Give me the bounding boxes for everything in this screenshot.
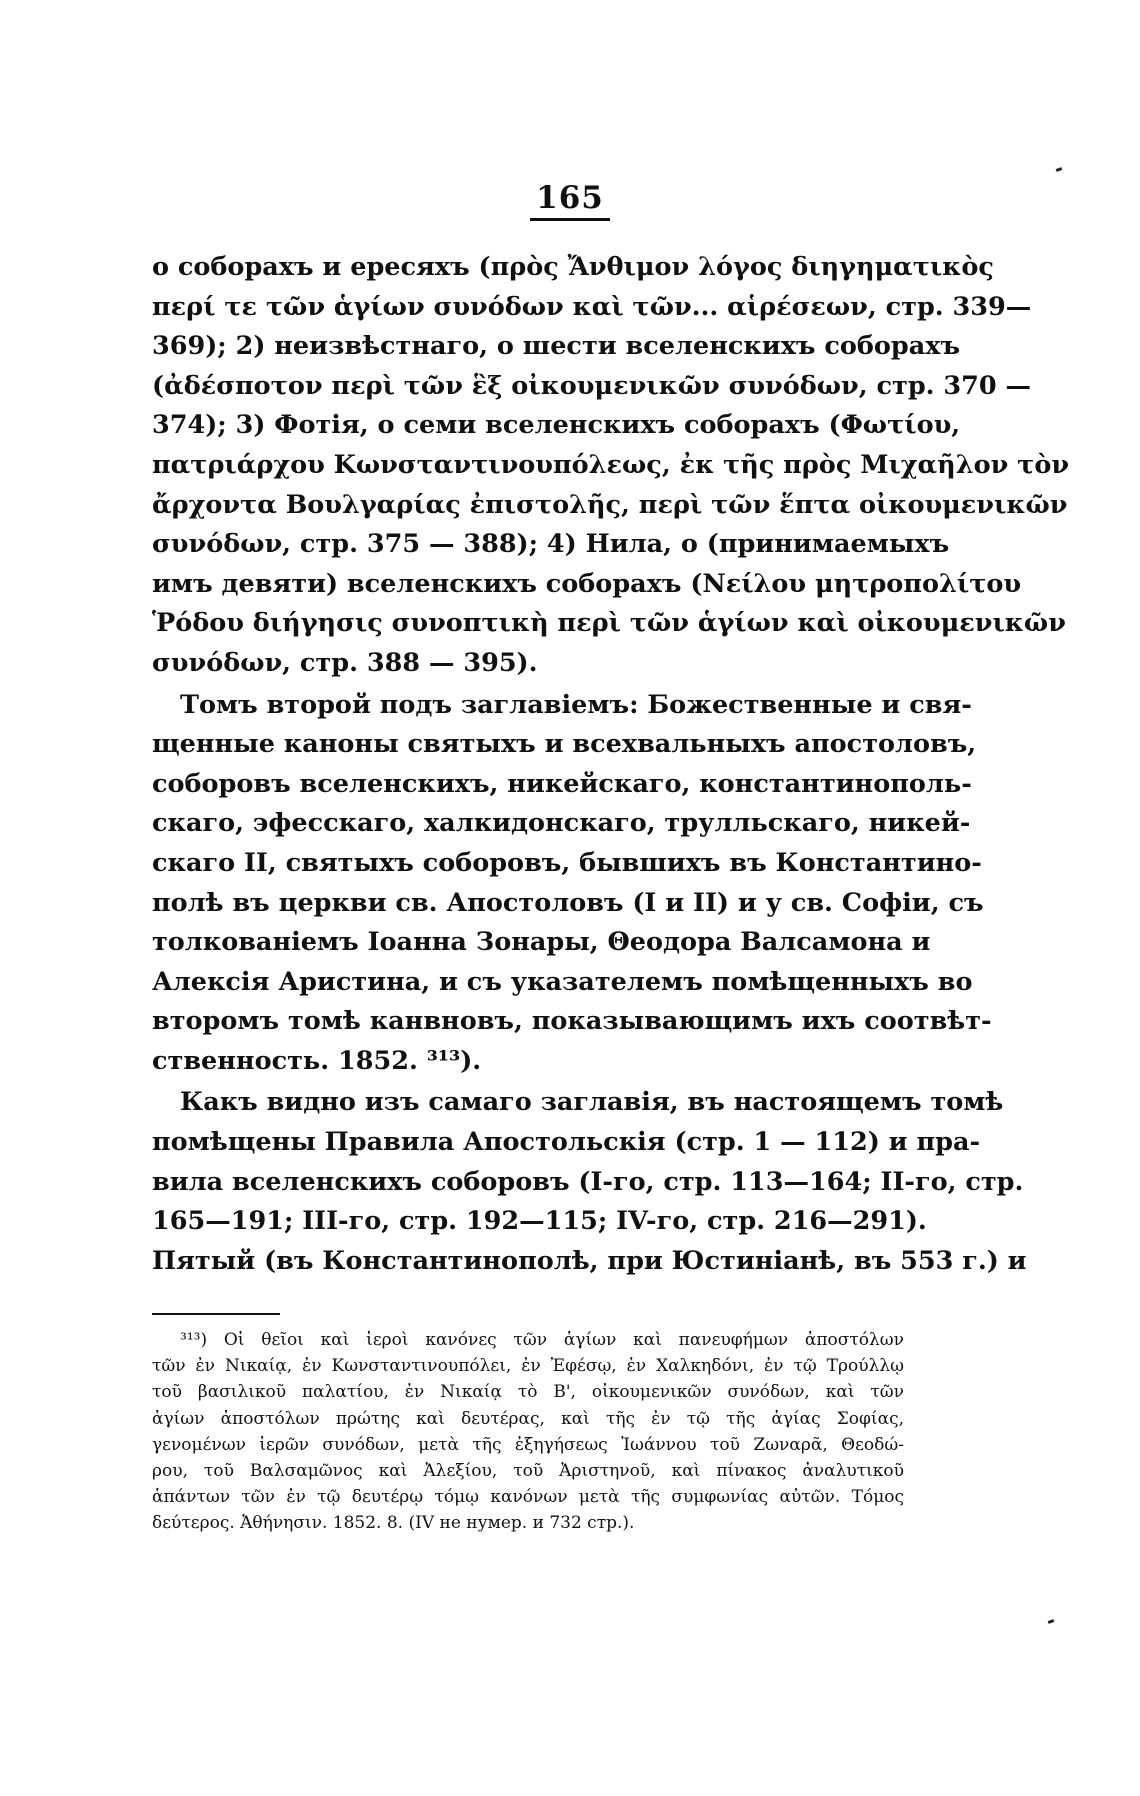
text-line: скаго, эфесскаго, халкидонскаго, трулльскаго, никей-	[152, 808, 971, 839]
text-line: συνόδων, стр. 375 — 388); 4) Нила, о (принимаемыхъ	[152, 529, 950, 560]
footnote-line: ἁγίων ἀποστόλων πρώτης καὶ δευτέρας, καὶ τῆς ἐν τῷ τῆς ἁγίας Σοφίας,	[152, 1408, 904, 1429]
text-line: второмъ томѣ канвновъ, показывающимъ ихъ соотвѣт-	[152, 1006, 992, 1037]
text-line: вила вселенскихъ соборовъ (I-го, стр. 113—164; II-го, стр.	[152, 1166, 1024, 1197]
text-line: ἄρχοντα Βουλγαρίας ἐπιστολῆς, περὶ τῶν ἕπτα οἰκουμενικῶν	[152, 489, 1068, 520]
text-line: περί τε τῶν ἁγίων συνόδων καὶ τῶν... αἱρέσεων, стр. 339—	[152, 291, 1032, 322]
text-line: скаго II, святыхъ соборовъ, бывшихъ въ Константино-	[152, 847, 982, 878]
text-line: Алексія Аристина, и съ указателемъ помѣщенныхъ во	[152, 966, 973, 997]
footnote-line: τοῦ βασιλικοῦ παλατίου, ἐν Νικαίᾳ τὸ Β', οἰκουμενικῶν συνόδων, καὶ τῶν	[152, 1382, 904, 1403]
paragraph-2	[152, 686, 992, 1082]
text-line: συνόδων, стр. 388 — 395).	[152, 647, 538, 678]
text-line: 374); 3) Фотія, о семи вселенскихъ соборахъ (Φωτίου,	[152, 410, 961, 441]
text-line: имъ девяти) вселенскихъ соборахъ (Νείλου μητροπολίτου	[152, 568, 1022, 599]
margin-mark-top	[1056, 167, 1063, 172]
text-line: 165—191; III-го, стр. 192—115; IV-го, стр. 216—291).	[152, 1206, 927, 1237]
footnote-line: ρου, τοῦ Βαλσαμῶνος καὶ Ἀλεξίου, τοῦ Ἀριστηνοῦ, καὶ πίνακος ἀναλυτικοῦ	[152, 1460, 904, 1481]
body-text	[152, 248, 1070, 1281]
paragraph-1	[152, 248, 1070, 684]
footnote-line: τῶν ἐν Νικαίᾳ, ἐν Κωνσταντινουπόλει, ἐν Ἐφέσῳ, ἐν Χαλκηδόνι, ἐν τῷ Τρούλλῳ	[152, 1356, 904, 1377]
text-line: о соборахъ и ересяхъ (πρὸς Ἄνθιμον λόγος διηγηματικὸς	[152, 252, 994, 282]
text-line: полѣ въ церкви св. Апостоловъ (I и II) и у св. Софіи, съ	[152, 887, 984, 918]
footnote-rule	[152, 1313, 280, 1315]
page-number	[0, 180, 1140, 221]
footnote-line: ἁπάντων τῶν ἐν τῷ δευτέρῳ τόμῳ κανόνων μετὰ τῆς συμφωνίας αὐτῶν. Τόμος	[152, 1487, 904, 1508]
text-line: Томъ второй подъ заглавіемъ: Божественные и свя-	[180, 689, 972, 720]
footnote-line: ³¹³) Οἱ θεῖοι καὶ ἱεροὶ κανόνες τῶν ἁγίων καὶ πανευφήμων ἀποστόλων	[180, 1330, 904, 1350]
text-line: πατριάρχου Κωνσταντινουπόλεως, ἐκ τῆς πρὸς Μιχαῆλον τὸν	[152, 449, 1070, 480]
footnote	[152, 1327, 904, 1537]
text-line: ственность. 1852. ³¹³).	[152, 1045, 482, 1076]
footnote-line: δεύτερος. Ἀθήνησιν. 1852. 8. (IV не нумер. и 732 стр.).	[152, 1513, 635, 1534]
text-line: (ἀδέσποτον περὶ τῶν ἓξ οἰκουμενικῶν συνόδων, стр. 370 —	[152, 370, 1032, 401]
text-line: Ῥόδου διήγησις συνοπτικὴ περὶ τῶν ἁγίων καὶ οἰκουμενικῶν	[152, 608, 1066, 639]
text-line: 369); 2) неизвѣстнаго, о шести вселенскихъ соборахъ	[152, 331, 961, 362]
footnote-line: γενομένων ἱερῶν συνόδων, μετὰ τῆς ἐξηγήσεως Ἰωάννου τοῦ Ζωναρᾶ, Θεοδώ-	[152, 1434, 904, 1455]
text-line: Пятый (въ Константинополѣ, при Юстиніанѣ, въ 553 г.) и	[152, 1245, 1027, 1276]
text-line: соборовъ вселенскихъ, никейскаго, константинополь-	[152, 768, 972, 799]
text-line: толкованіемъ Іоанна Зонары, Θеодора Валсамона и	[152, 927, 931, 958]
margin-mark-bottom	[1048, 1619, 1055, 1624]
text-line: помѣщены Правила Апостольскія (стр. 1 — 112) и пра-	[152, 1127, 981, 1158]
text-line: щенные каноны святыхъ и всехвальныхъ апостоловъ,	[152, 729, 977, 760]
page-number-text: 165	[530, 180, 610, 221]
text-line: Какъ видно изъ самаго заглавія, въ настоящемъ томѣ	[180, 1087, 1004, 1118]
paragraph-3	[152, 1083, 1027, 1281]
